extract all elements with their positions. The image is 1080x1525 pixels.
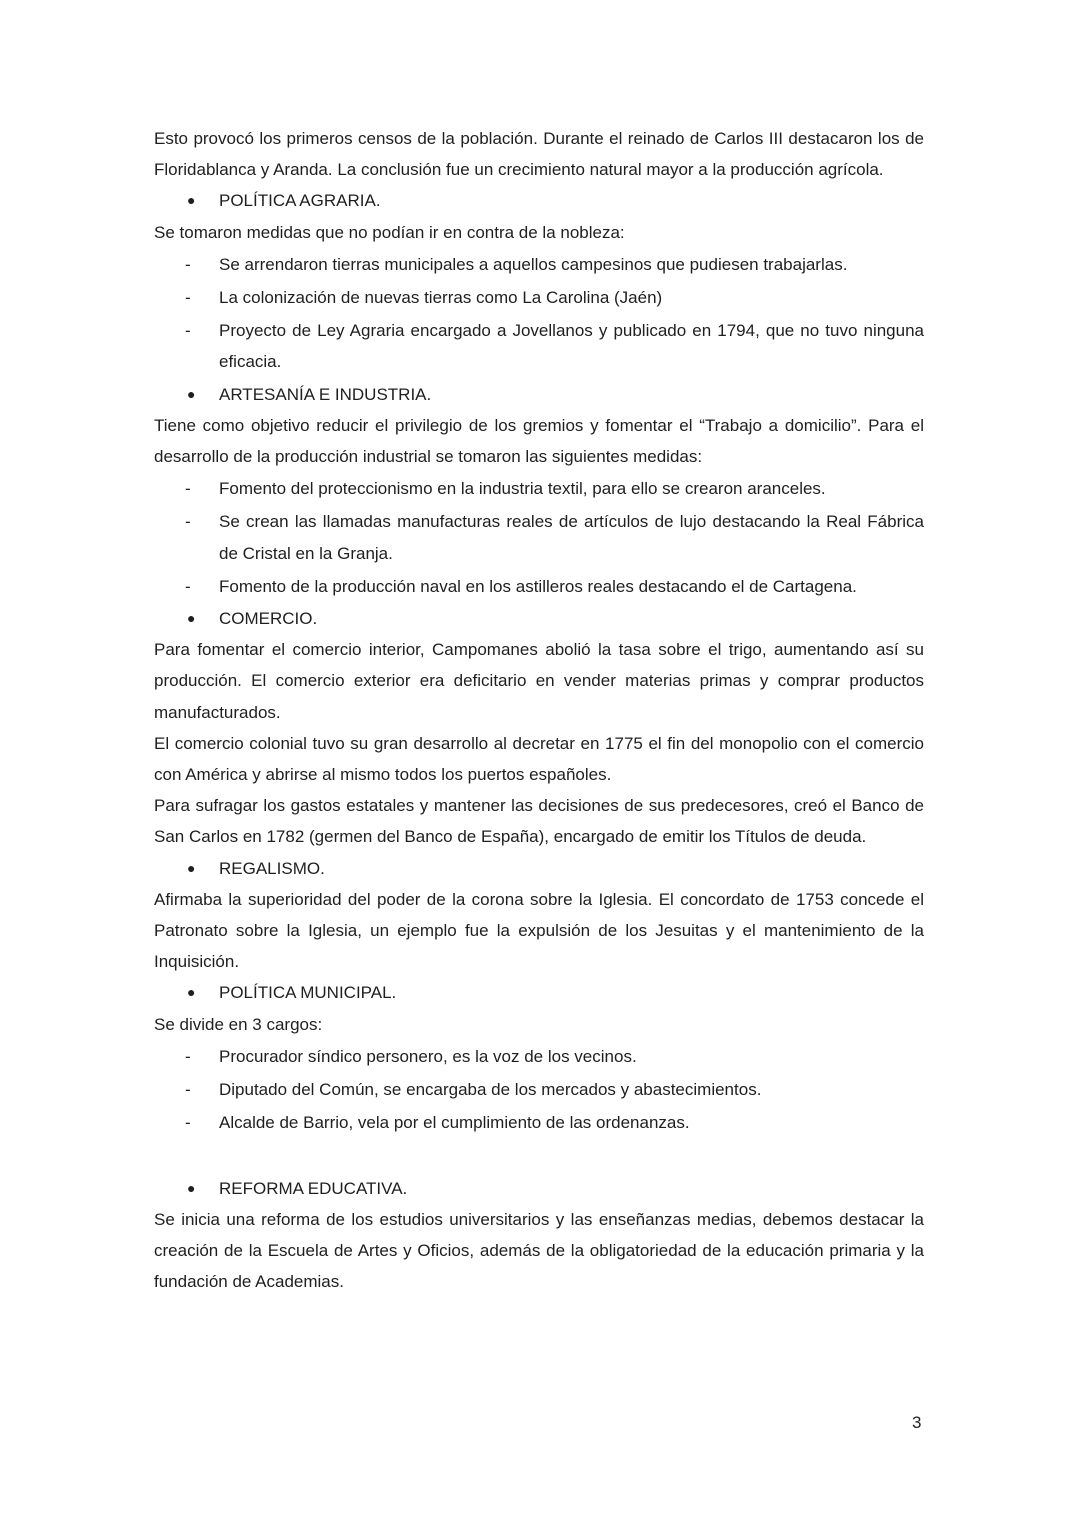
- section-heading: [154, 603, 924, 634]
- bullet-icon: ●: [187, 610, 196, 627]
- section-heading-text: COMERCIO.: [219, 609, 318, 629]
- paragraph: Se tomaron medidas que no podían ir en contra de la nobleza:: [154, 222, 625, 242]
- paragraph: Se inicia una reforma de los estudios universitarios y las enseñanzas medias, debemos destacar la creación de la Escuela de Artes y Oficios, además de la obligatoriedad de la educación primaria y la fundación de Academias.: [154, 1209, 924, 1292]
- bullet-icon: ●: [187, 385, 196, 402]
- list-item-text: Fomento del proteccionismo en la industria textil, para ello se crearon aranceles.: [219, 479, 826, 499]
- section-heading-text: REFORMA EDUCATIVA.: [219, 1178, 408, 1198]
- section-heading-text: REGALISMO.: [219, 858, 325, 878]
- dash-icon: -: [185, 321, 191, 341]
- section-heading-text: POLÍTICA AGRARIA.: [219, 191, 381, 211]
- dash-icon: -: [185, 254, 191, 274]
- list-item: [154, 1040, 924, 1073]
- section-heading: [154, 1173, 924, 1204]
- paragraph: Afirmaba la superioridad del poder de la corona sobre la Iglesia. El concordato de 1753 concede el Patronato sobre la Iglesia, un ejemplo fue la expulsión de los Jesuitas y el mantenimiento de la Inquisición.: [154, 889, 924, 972]
- dash-icon: -: [185, 288, 191, 308]
- list-item-text: Alcalde de Barrio, vela por el cumplimiento de las ordenanzas.: [219, 1113, 690, 1133]
- dash-icon: -: [185, 576, 191, 596]
- document-body: [154, 123, 924, 1297]
- bullet-icon: ●: [187, 192, 196, 209]
- dash-icon: -: [185, 1113, 191, 1133]
- list-item-text: Se crean las llamadas manufacturas reales de artículos de lujo destacando la Real Fábrica de Cristal en la Granja.: [219, 512, 924, 563]
- dash-icon: -: [185, 1046, 191, 1066]
- section-heading: [154, 379, 924, 410]
- list-item-text: Proyecto de Ley Agraria encargado a Jovellanos y publicado en 1794, que no tuvo ninguna eficacia.: [219, 321, 924, 372]
- section-heading-text: POLÍTICA MUNICIPAL.: [219, 983, 397, 1003]
- dash-icon: -: [185, 479, 191, 499]
- list-item: [154, 1073, 924, 1106]
- section-heading: [154, 977, 924, 1008]
- bullet-icon: ●: [187, 859, 196, 876]
- list-item: [154, 314, 924, 378]
- dash-icon: -: [185, 512, 191, 532]
- list-item-text: Procurador síndico personero, es la voz de los vecinos.: [219, 1046, 637, 1066]
- paragraph: Para sufragar los gastos estatales y mantener las decisiones de sus predecesores, creó el Banco de San Carlos en 1782 (germen del Banco de España), encargado de emitir los Títulos de deuda.: [154, 796, 924, 847]
- list-item: [154, 1106, 924, 1139]
- list-item-text: La colonización de nuevas tierras como La Carolina (Jaén): [219, 288, 663, 308]
- section-heading: [154, 853, 924, 884]
- bullet-icon: ●: [187, 984, 196, 1001]
- list-item-text: Se arrendaron tierras municipales a aquellos campesinos que pudiesen trabajarlas.: [219, 254, 848, 274]
- section-heading-text: ARTESANÍA E INDUSTRIA.: [219, 384, 432, 404]
- list-item-text: Diputado del Común, se encargaba de los mercados y abastecimientos.: [219, 1080, 762, 1100]
- paragraph: Tiene como objetivo reducir el privilegio de los gremios y fomentar el “Trabajo a domicilio”. Para el desarrollo de la producción industrial se tomaron las siguientes medidas:: [154, 415, 924, 467]
- list-item: [154, 281, 924, 314]
- paragraph: Se divide en 3 cargos:: [154, 1014, 323, 1034]
- list-item: [154, 570, 924, 603]
- paragraph: El comercio colonial tuvo su gran desarrollo al decretar en 1775 el fin del monopolio con el comercio con América y abrirse al mismo todos los puertos españoles.: [154, 733, 924, 785]
- list-item: [154, 248, 924, 281]
- list-item: [154, 505, 924, 569]
- list-item-text: Fomento de la producción naval en los astilleros reales destacando el de Cartagena.: [219, 576, 857, 596]
- list-item: [154, 472, 924, 505]
- bullet-icon: ●: [187, 1179, 196, 1196]
- blank-line: [154, 1140, 924, 1173]
- dash-icon: -: [185, 1080, 191, 1100]
- paragraph: Esto provocó los primeros censos de la población. Durante el reinado de Carlos III destacaron los de Floridablanca y Aranda. La conclusión fue un crecimiento natural mayor a la producción agrícola.: [154, 129, 924, 180]
- paragraph: Para fomentar el comercio interior, Campomanes abolió la tasa sobre el trigo, aumentando así su producción. El comercio exterior era deficitario en vender materias primas y comprar productos manufacturados.: [154, 640, 924, 722]
- page-number: 3: [912, 1413, 922, 1432]
- section-heading: [154, 185, 924, 216]
